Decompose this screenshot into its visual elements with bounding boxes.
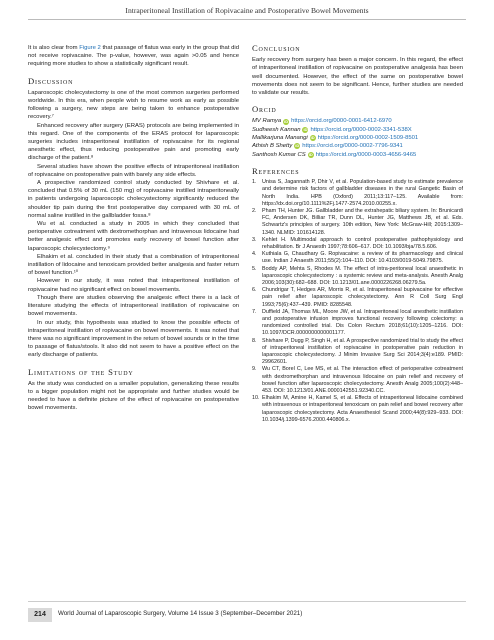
journal-footer: World Journal of Laparoscopic Surgery, Volume 14 Issue 3 (September–December 2021)	[58, 610, 303, 617]
figure-2-link[interactable]: Figure 2	[79, 45, 101, 51]
reference-text: Duffield JA, Thomas ML, Moore JW, et al. Intraperitoneal local anesthetic instillation and postoperative infusion improves functional recovery following colectomy: a randomized controlled trial. Dis Colon Rectum 2018;61(10):1205–1216. DOI: 10.1097/DCR.0000000000001177.	[262, 308, 463, 337]
orcid-link[interactable]: https://orcid.org/0000-0002-7796-9341	[302, 143, 403, 150]
reference-item	[252, 237, 463, 251]
orcid-link[interactable]: https://orcid.org/0000-0003-4656-9465	[315, 151, 417, 158]
conclusion-paragraph: Early recovery from surgery has been a major concern. In this regard, the effect of intraperitoneal instillation of ropivacaine on postoperative analgesia has been well documented. However, the effect of the same on postoperative bowel movements does not seem to be significant. Hence, further studies are needed to validate our results.	[252, 57, 463, 97]
reference-list	[252, 179, 463, 424]
reference-number: 7.	[252, 308, 257, 315]
limitations-paragraph: As the study was conducted on a smaller population, generalizing these results to a bigger population might not be appropriate and further studies would be needed to have a definite picture of the effect of ropivacaine on postoperative bowel movements.	[28, 380, 239, 412]
reference-number: 4.	[252, 251, 257, 258]
orcid-entry	[252, 117, 463, 125]
orcid-icon: iD	[308, 151, 313, 157]
discussion-paragraph: A prospective randomized control study conducted by Shivhare et al. concluded that 0.5% of 30 mL (150 mg) of ropivacaine instilled intraperitoneally in patients undergoing laparoscopic cholecystectomy significantly reduced the shoulder tip pain during the first postoperative day compared with 30 mL of normal saline instilled in the gallbladder fossa.⁸	[28, 180, 239, 219]
reference-text: Boddy AP, Mehta S, Rhodes M. The effect of intra-peritoneal local anaesthetic in laparoscopic cholecystectomy : a systemic review and meta-analysis. Anesth Analg 2006;103(30):682–688. DOI: 10.1213/01.ane.0000226268.06279.5a.	[262, 265, 463, 286]
running-title: Intraperitoneal Instillation of Ropivacaine and Postoperative Bowel Movements	[125, 6, 369, 15]
discussion-paragraph: Elhakim et al. concluded in their study that a combination of intraperitoneal instillation of lidocaine and tenoxicam provided better analgesia and faster return of bowel function.¹⁰	[28, 253, 239, 277]
discussion-paragraph: Enhanced recovery after surgery (ERAS) protocols are being implemented in this regard. One of the components of the ERAS protocol for laparoscopic surgeries includes intraperitoneal instillation of ropivacaine for its regional anesthetic effect, thus reducing postoperative pain and promoting early discharge of the patient.⁸	[28, 122, 239, 162]
author-name: MV Ramya	[252, 118, 282, 125]
reference-item	[252, 395, 463, 424]
reference-item	[252, 287, 463, 309]
orcid-entry	[252, 142, 463, 150]
header-divider	[28, 19, 466, 20]
author-name: Mallikarjuna Manangi	[252, 135, 308, 142]
conclusion-heading: Conclusion	[252, 43, 301, 53]
reference-number: 6.	[252, 287, 257, 294]
author-name: Athish B Shetty	[252, 143, 293, 150]
discussion-paragraph: Laparoscopic cholecystectomy is one of the most common surgeries performed worldwide. In this era, when people wish to resume work as early as possible following a surgery, new steps are being taken to enhance postoperative recovery.⁷	[28, 89, 239, 121]
reference-number: 2.	[252, 207, 257, 214]
orcid-link[interactable]: https://orcid.org/0000-0001-6412-6970	[291, 118, 392, 125]
reference-text: Shivhare P, Dugg P, Singh H, et al. A prospective randomized trial to study the effect of intraperitoneal instillation of ropivacaine in postoperative pain reduction in laparoscopic cholecystectomy. J Minim Invasive Surg Sci 2014;3(4):e189. PMID: 29962601.	[262, 337, 463, 366]
discussion-paragraph: Though there are studies observing the analgesic effect there is a lack of literature studying the effects of intraperitoneal instillation of ropivacaine on bowel movements.	[28, 294, 239, 318]
orcid-link[interactable]: https://orcid.org/0000-0002-3341-538X	[310, 126, 412, 133]
reference-item	[252, 338, 463, 367]
references-heading: References	[252, 165, 300, 176]
left-column	[28, 44, 239, 413]
reference-item	[252, 266, 463, 288]
reference-text: Kehlet H. Multimodal approach to control postoperative pathophysiology and rehabilitation. Br J Anaesth 1997;78:606–617. DOI: 10.1093/bja/78.5.606.	[262, 236, 463, 250]
orcid-list	[252, 117, 463, 158]
reference-number: 9.	[252, 366, 257, 373]
reference-text: Wu CT, Borel C, Lee MS, et al. The interaction effect of perioperative cotreatment with dextromethorphan and intravenous lidocaine on pain relief and recovery of bowel function after laparoscopic cholecystectomy. Anesth Analg 2005;100(2):448–453. DOI: 10.1213/01.ANE.0000142551.92340.CC.	[262, 366, 463, 394]
intro-paragraph	[28, 44, 239, 69]
orcid-link[interactable]: https://orcid.org/0000-0002-1509-8501	[317, 135, 419, 142]
reference-number: 8.	[252, 337, 257, 344]
author-name: Santhosh Kumar CS	[252, 151, 306, 158]
reference-text: Unisa S, Jagannath P, Dhir V, et al. Population-based study to estimate prevalence and determine risk factors of gallbladder diseases in the rural Gangetic Basin of North India. HPB (Oxford) 2011;13:117–125. Available from: https://dx.doi.org/10.1111%2Fj.1477-2574.2010.00255.x.	[262, 179, 463, 207]
reference-number: 5.	[252, 265, 257, 272]
orcid-icon: iD	[310, 135, 315, 141]
orcid-icon: iD	[284, 118, 289, 124]
orcid-entry	[252, 151, 463, 159]
discussion-paragraph: However in our study, it was noted that intraperitoneal instillation of ropivacaine had no significant effect on bowel movements.	[28, 278, 239, 293]
reference-number: 10.	[252, 395, 260, 402]
author-name: Sudheesh Kannan	[252, 126, 301, 133]
orcid-entry	[252, 134, 463, 142]
reference-item	[252, 208, 463, 237]
reference-item	[252, 251, 463, 265]
right-column	[252, 44, 463, 424]
orcid-icon: iD	[295, 143, 300, 149]
reference-text: Elhakim M, Amine H, Kamel S, et al. Effects of intraperitoneal lidocaine combined with intravenous or intraperitoneal tenoxicam on pain relief and bowel recovery after laparoscopic cholecystectomy. Acta Anaesthesiol Scand 2000;44(8):929–933. DOI: 10.1034/j.1399-6576.2000.440806.x.	[262, 395, 463, 423]
intro-lead: It is also clear from	[28, 45, 80, 51]
orcid-icon: iD	[303, 126, 308, 132]
reference-number: 1.	[252, 179, 257, 186]
reference-item	[252, 366, 463, 395]
reference-text: Pham TH, Hunter JG. Gallbladder and the extrahepatic biliary system. In: Brunicardi FC, Andersen DK, Billiar TR, Dunn DL, Hunter JG, Matthews JB, et al. Eds. Schwartz's principles of surgery. 10th edition, New York: McGraw-Hill; 2015:1309–1340. NLMID: 101614128.	[262, 207, 463, 236]
page-number: 214	[28, 608, 52, 622]
reference-item	[252, 179, 463, 208]
limitations-heading: Limitations of the Study	[28, 366, 134, 377]
discussion-paragraph: Wu et al. conducted a study in 2005 in which they concluded that perioperative cotreatment with dextromethorphan and intravenous lidocaine had better analgesic effect and promotes early recovery of bowel function after laparoscopic cholecystectomy.⁹	[28, 221, 239, 252]
reference-text: Chundrigar T, Hedges AR, Morris R, et al. Intraperitoneal bupivacaine for effective pain relief after laparoscopic cholecystectomy. Ann R Coll Surg Engl 1993;75(6):437–439. PMID: 8285548.	[262, 287, 463, 308]
discussion-heading: Discussion	[28, 75, 74, 86]
intro-rest: that passage of flatus was early in the group that did not receive ropivacaine. The p-value, however, was again >0.05 and hence requiring more studies to show a statistically significant result.	[28, 45, 239, 68]
reference-item	[252, 309, 463, 338]
discussion-paragraph: In our study, this hypothesis was studied to know the possible effects of intraperitoneal instillation of ropivacaine on bowel movements. It was noted that there was no significant improvement in the return of bowel sounds or in the time to passage of flatus/stools. It also did not seem to have a positive effect on the early discharge of patients.	[28, 319, 239, 359]
discussion-paragraph: Several studies have shown the positive effects of intraperitoneal instillation of ropivacaine on postoperative pain with barely any side effects.	[28, 163, 239, 178]
reference-number: 3.	[252, 236, 257, 243]
orcid-heading: Orcid	[252, 104, 277, 115]
footer-divider	[28, 601, 466, 602]
reference-text: Kuthiala G, Chaudhary G. Ropivacaine: a review of its pharmacology and clinical use. Indian J Anaesth 2011;55(2):104–110. DOI: 10.4103/0019-5049.79875.	[262, 251, 463, 265]
orcid-entry	[252, 126, 463, 134]
